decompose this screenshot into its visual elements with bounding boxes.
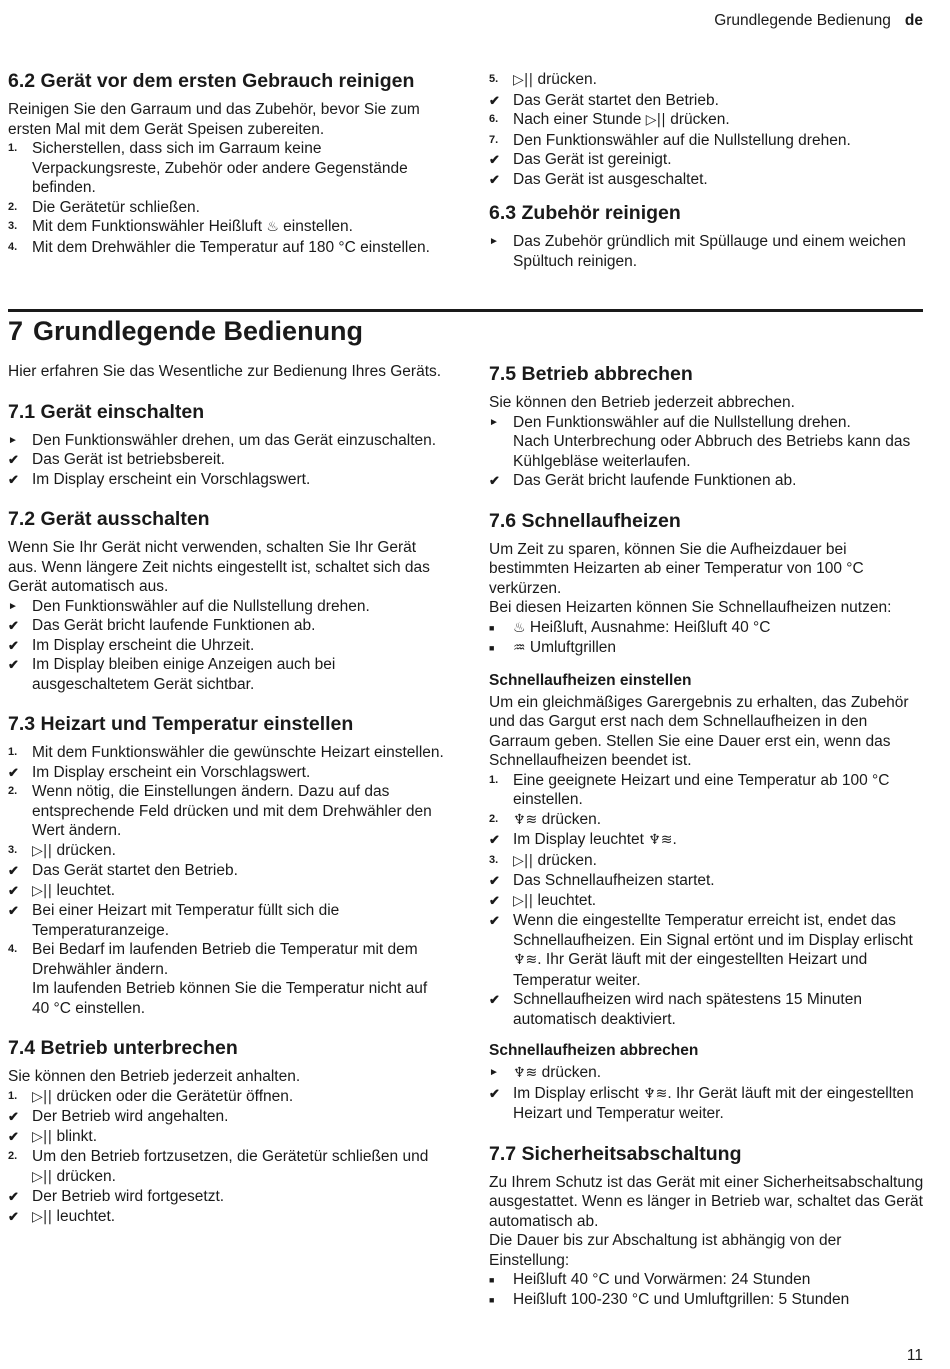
check-icon: ✔	[8, 452, 19, 467]
action-text: drücken.	[537, 1064, 602, 1081]
step-note: Im laufenden Betrieb können Sie die Temperatur nicht auf 40 °C einstellen.	[32, 980, 428, 1017]
step-text: Um den Betrieb fortzusetzen, die Gerätetür schließen und	[32, 1148, 429, 1165]
subsection-title: Schnellaufheizen abbrechen	[489, 1042, 699, 1059]
step-number: 4.	[8, 240, 18, 253]
step-item	[8, 940, 444, 1018]
bullet-text: Umluftgrillen	[525, 639, 617, 656]
result-item	[489, 150, 925, 170]
step-text: drücken.	[533, 71, 597, 88]
step-number: 3.	[8, 843, 18, 856]
step-text: Nach einer Stunde	[513, 111, 646, 128]
step-number: 1.	[8, 1089, 18, 1102]
step-text: Mit dem Funktionswähler Heißluft	[32, 218, 267, 235]
step-item	[489, 851, 925, 872]
intro-text: Um ein gleichmäßiges Garergebnis zu erhalten, das Zubehör und das Gargut erst nach dem Schnellaufheizen in den Garraum geben. Stellen Sie eine Dauer erst ein, wenn das Schnellaufheizen beendet ist.	[489, 693, 909, 769]
result-text: leuchtet.	[52, 881, 116, 899]
result-text: Das Gerät ist ausgeschaltet.	[513, 170, 708, 188]
step-number: 5.	[489, 73, 499, 85]
bullet-marker: ■	[489, 1275, 495, 1285]
result-text: . Ihr Gerät läuft mit der eingestellten Heizart und Temperatur weiter.	[513, 1084, 914, 1122]
result-item	[8, 881, 444, 902]
bullet-marker: ■	[489, 643, 495, 653]
result-item	[489, 891, 925, 912]
step-number: 2.	[8, 785, 18, 797]
fast-heat-icon: ♆≋	[513, 952, 538, 968]
start-stop-icon: ▷||	[645, 112, 666, 128]
subsection-title: Schnellaufheizen einstellen	[489, 671, 692, 689]
running-header	[714, 12, 923, 30]
step-number: 1.	[8, 142, 18, 154]
check-icon: ✔	[8, 1189, 19, 1204]
step-number: 2.	[8, 200, 18, 213]
result-text: Im Display erscheint ein Vorschlagswert.	[32, 470, 311, 488]
check-icon: ✔	[8, 471, 19, 487]
result-item	[489, 871, 925, 891]
check-icon: ✔	[8, 618, 19, 633]
result-text: Das Gerät bricht laufende Funktionen ab.	[32, 617, 316, 634]
action-text: Den Funktionswähler auf die Nullstellung drehen.	[513, 413, 851, 431]
bullet-marker: ■	[489, 1294, 495, 1305]
intro-text: Zu Ihrem Schutz ist das Gerät mit einer Sicherheitsabschaltung ausgestattet. Wenn es länger in Betrieb war, schaltet das Gerät automatisch ab.	[489, 1173, 924, 1230]
check-icon: ✔	[8, 657, 19, 672]
arrow-icon: ►	[489, 236, 499, 247]
result-text: Im Display bleiben einige Anzeigen auch bei ausgeschaltetem Gerät sichtbar.	[32, 656, 336, 693]
intro-text: Die Dauer bis zur Abschaltung ist abhängig von der Einstellung:	[489, 1232, 842, 1269]
section-6-2	[8, 69, 444, 257]
bullet-item	[489, 1290, 925, 1310]
fan-heat-icon: ♨	[513, 619, 526, 636]
step-number: 1.	[8, 746, 18, 758]
section-title: 7.7 Sicherheitsabschaltung	[489, 1142, 742, 1165]
chapter-title	[8, 314, 363, 348]
result-item	[8, 450, 444, 470]
start-stop-icon: ▷||	[32, 1088, 53, 1105]
result-text: Das Gerät bricht laufende Funktionen ab.	[513, 472, 797, 489]
start-stop-icon: ▷||	[32, 882, 53, 899]
step-text: Sicherstellen, dass sich im Garraum keine Verpackungsreste, Zubehör oder andere Gegenstände befinden.	[32, 140, 408, 196]
section-title: 7.3 Heizart und Temperatur einstellen	[8, 713, 354, 735]
step-text: Wenn nötig, die Einstellungen ändern. Dazu auf das entsprechende Feld drücken und mit dem Drehwähler den Wert ändern.	[32, 783, 432, 839]
result-text: Das Schnellaufheizen startet.	[513, 872, 715, 889]
result-text: Wenn die eingestellte Temperatur erreicht ist, endet das Schnellaufheizen. Ein Signal ertönt und im Display erlischt	[513, 912, 913, 949]
step-text: Den Funktionswähler auf die Nullstellung drehen.	[513, 131, 851, 149]
result-text: leuchtet.	[52, 1207, 116, 1225]
bullet-item	[489, 638, 925, 659]
section-title: 7.1 Gerät einschalten	[8, 400, 205, 423]
action-item	[8, 597, 444, 617]
check-icon: ✔	[489, 873, 500, 888]
check-icon: ✔	[489, 1085, 500, 1101]
fast-heat-icon: ♆≋	[513, 811, 538, 828]
language-code: de	[904, 12, 923, 29]
fast-heat-icon: ♆≋	[513, 1065, 538, 1081]
intro-text: Reinigen Sie den Garraum und das Zubehör, bevor Sie zum ersten Mal mit dem Gerät Speisen zubereiten.	[8, 101, 420, 138]
step-text: drücken.	[665, 111, 730, 128]
result-item	[8, 1207, 444, 1228]
step-number: 2.	[8, 1150, 18, 1162]
bullet-text: Heißluft 100-230 °C und Umluftgrillen: 5 Stunden	[513, 1290, 850, 1308]
step-item	[8, 743, 444, 763]
start-stop-icon: ▷||	[513, 892, 534, 909]
result-item	[489, 830, 925, 851]
action-item	[489, 413, 925, 472]
step-item	[8, 198, 444, 218]
result-text: Im Display erscheint ein Vorschlagswert.	[32, 763, 311, 781]
start-stop-icon: ▷||	[32, 1168, 53, 1185]
step-item	[8, 1087, 444, 1108]
step-number: 4.	[8, 943, 18, 955]
step-number: 2.	[489, 812, 499, 825]
result-item	[489, 91, 925, 111]
result-text: Der Betrieb wird fortgesetzt.	[32, 1188, 225, 1205]
check-icon: ✔	[489, 832, 500, 847]
step-number: 3.	[8, 220, 18, 232]
fan-grill-icon: ♒	[513, 640, 526, 656]
step-item	[489, 771, 925, 810]
step-text: drücken.	[533, 851, 597, 869]
result-item	[8, 655, 444, 694]
action-note: Nach Unterbrechung oder Abbruch des Betriebs kann das Kühlgebläse weiterlaufen.	[513, 433, 911, 470]
step-text: Bei Bedarf im laufenden Betrieb die Temperatur mit dem Drehwähler ändern.	[32, 941, 418, 978]
step-text: drücken oder die Gerätetür öffnen.	[52, 1087, 294, 1105]
result-text: Im Display leuchtet	[513, 831, 649, 848]
check-icon: ✔	[489, 992, 500, 1007]
bullet-item	[489, 618, 925, 639]
section-6-2-cont	[489, 70, 925, 271]
result-text: Schnellaufheizen wird nach spätestens 15 Minuten automatisch deaktiviert.	[513, 991, 862, 1028]
bullet-marker: ■	[489, 622, 495, 633]
result-item	[489, 471, 925, 491]
check-icon: ✔	[489, 892, 500, 908]
check-icon: ✔	[489, 171, 500, 187]
check-icon: ✔	[489, 913, 500, 928]
step-item	[8, 217, 444, 238]
action-text: Das Zubehör gründlich mit Spüllauge und einem weichen Spültuch reinigen.	[513, 233, 906, 270]
check-icon: ✔	[489, 473, 500, 488]
section-title: 6.2 Gerät vor dem ersten Gebrauch reinigen	[8, 70, 415, 92]
action-text: Den Funktionswähler auf die Nullstellung drehen.	[32, 597, 370, 615]
step-item	[8, 841, 444, 862]
result-item	[8, 901, 444, 940]
check-icon: ✔	[489, 152, 500, 167]
check-icon: ✔	[8, 1109, 19, 1124]
result-item	[8, 636, 444, 656]
result-text: Das Gerät ist gereinigt.	[513, 151, 672, 168]
result-text: Im Display erlischt	[513, 1084, 644, 1102]
check-icon: ✔	[8, 882, 19, 898]
step-item	[489, 110, 925, 131]
result-text: Der Betrieb wird angehalten.	[32, 1108, 229, 1125]
step-item	[489, 70, 925, 91]
step-item	[8, 238, 444, 258]
step-text: Mit dem Funktionswähler die gewünschte Heizart einstellen.	[32, 744, 444, 761]
chapter-rule	[8, 309, 923, 312]
step-text: Die Gerätetür schließen.	[32, 198, 200, 216]
intro-text: Sie können den Betrieb jederzeit anhalten.	[8, 1068, 301, 1085]
result-text: Das Gerät startet den Betrieb.	[513, 91, 719, 109]
chapter-title-text: Grundlegende Bedienung	[33, 316, 364, 346]
result-item	[8, 1127, 444, 1148]
step-item	[489, 810, 925, 831]
result-text: Im Display erscheint die Uhrzeit.	[32, 636, 255, 654]
intro-text: Wenn Sie Ihr Gerät nicht verwenden, schalten Sie Ihr Gerät aus. Wenn längere Zeit nichts eingestellt ist, schaltet sich das Gerät automatisch aus.	[8, 539, 430, 595]
result-item	[8, 763, 444, 783]
action-item	[489, 1063, 925, 1084]
header-title: Grundlegende Bedienung	[714, 12, 891, 29]
arrow-icon: ►	[489, 416, 499, 428]
section-title: 7.5 Betrieb abbrechen	[489, 363, 693, 385]
result-text: blinkt.	[52, 1127, 98, 1145]
step-text: drücken.	[537, 810, 602, 828]
start-stop-icon: ▷||	[513, 852, 534, 869]
step-text: drücken.	[52, 841, 116, 859]
result-item	[8, 1187, 444, 1207]
intro-text: Bei diesen Heizarten können Sie Schnellaufheizen nutzen:	[489, 599, 892, 616]
bullet-item	[489, 1270, 925, 1290]
result-text: . Ihr Gerät läuft mit der eingestellten Heizart und Temperatur weiter.	[513, 951, 868, 989]
result-item	[489, 170, 925, 190]
action-item	[489, 232, 925, 271]
start-stop-icon: ▷||	[513, 72, 534, 88]
check-icon: ✔	[489, 92, 500, 108]
result-item	[8, 470, 444, 490]
action-item	[8, 431, 444, 451]
result-item	[8, 861, 444, 881]
fan-heat-icon: ♨	[266, 219, 279, 235]
step-item	[8, 1147, 444, 1187]
section-title: 6.3 Zubehör reinigen	[489, 202, 681, 224]
arrow-icon: ►	[489, 1067, 499, 1078]
step-text: einstellen.	[278, 218, 353, 235]
result-text: leuchtet.	[533, 891, 597, 909]
step-number: 7.	[489, 133, 499, 146]
result-item	[489, 911, 925, 990]
section-title: 7.2 Gerät ausschalten	[8, 508, 210, 530]
check-icon: ✔	[8, 1208, 19, 1224]
result-item	[8, 616, 444, 636]
page-number: 11	[906, 1347, 923, 1364]
check-icon: ✔	[8, 764, 19, 780]
check-icon: ✔	[8, 637, 19, 653]
step-number: 1.	[489, 773, 499, 786]
result-item	[489, 1084, 925, 1124]
right-column	[489, 362, 925, 1309]
start-stop-icon: ▷||	[32, 842, 53, 859]
check-icon: ✔	[8, 1128, 19, 1144]
chapter-intro: Hier erfahren Sie das Wesentliche zur Bedienung Ihres Geräts.	[8, 363, 442, 380]
step-item	[489, 131, 925, 151]
step-item	[8, 782, 444, 841]
step-text: drücken.	[52, 1167, 116, 1185]
result-text: Das Gerät startet den Betrieb.	[32, 862, 238, 879]
result-item	[8, 1107, 444, 1127]
result-text: Das Gerät ist betriebsbereit.	[32, 451, 225, 468]
section-title: 7.6 Schnellaufheizen	[489, 509, 681, 532]
start-stop-icon: ▷||	[32, 1208, 53, 1225]
start-stop-icon: ▷||	[32, 1128, 53, 1145]
result-text: .	[672, 831, 677, 848]
result-text: Bei einer Heizart mit Temperatur füllt sich die Temperaturanzeige.	[32, 902, 340, 939]
check-icon: ✔	[8, 863, 19, 878]
step-number: 3.	[489, 853, 499, 866]
chapter-number: 7	[8, 316, 24, 346]
check-icon: ✔	[8, 903, 19, 918]
step-item	[8, 139, 444, 198]
step-text: Mit dem Drehwähler die Temperatur auf 180 °C einstellen.	[32, 238, 430, 256]
bullet-text: Heißluft 40 °C und Vorwärmen: 24 Stunden	[513, 1271, 811, 1288]
left-column	[8, 362, 444, 1227]
step-text: Eine geeignete Heizart und eine Temperatur ab 100 °C einstellen.	[513, 771, 890, 808]
action-text: Den Funktionswähler drehen, um das Gerät einzuschalten.	[32, 431, 437, 449]
bullet-text: Heißluft, Ausnahme: Heißluft 40 °C	[525, 618, 771, 636]
fast-heat-icon: ♆≋	[648, 832, 673, 848]
intro-text: Um Zeit zu sparen, können Sie die Aufheizdauer bei bestimmten Heizarten ab einer Temperatur von 100 °C verkürzen.	[489, 540, 864, 597]
arrow-icon: ►	[8, 600, 18, 612]
arrow-icon: ►	[8, 434, 18, 446]
step-number: 6.	[489, 113, 499, 125]
intro-text: Sie können den Betrieb jederzeit abbrechen.	[489, 394, 795, 411]
section-title: 7.4 Betrieb unterbrechen	[8, 1037, 238, 1059]
result-item	[489, 990, 925, 1029]
fast-heat-icon: ♆≋	[643, 1085, 668, 1102]
